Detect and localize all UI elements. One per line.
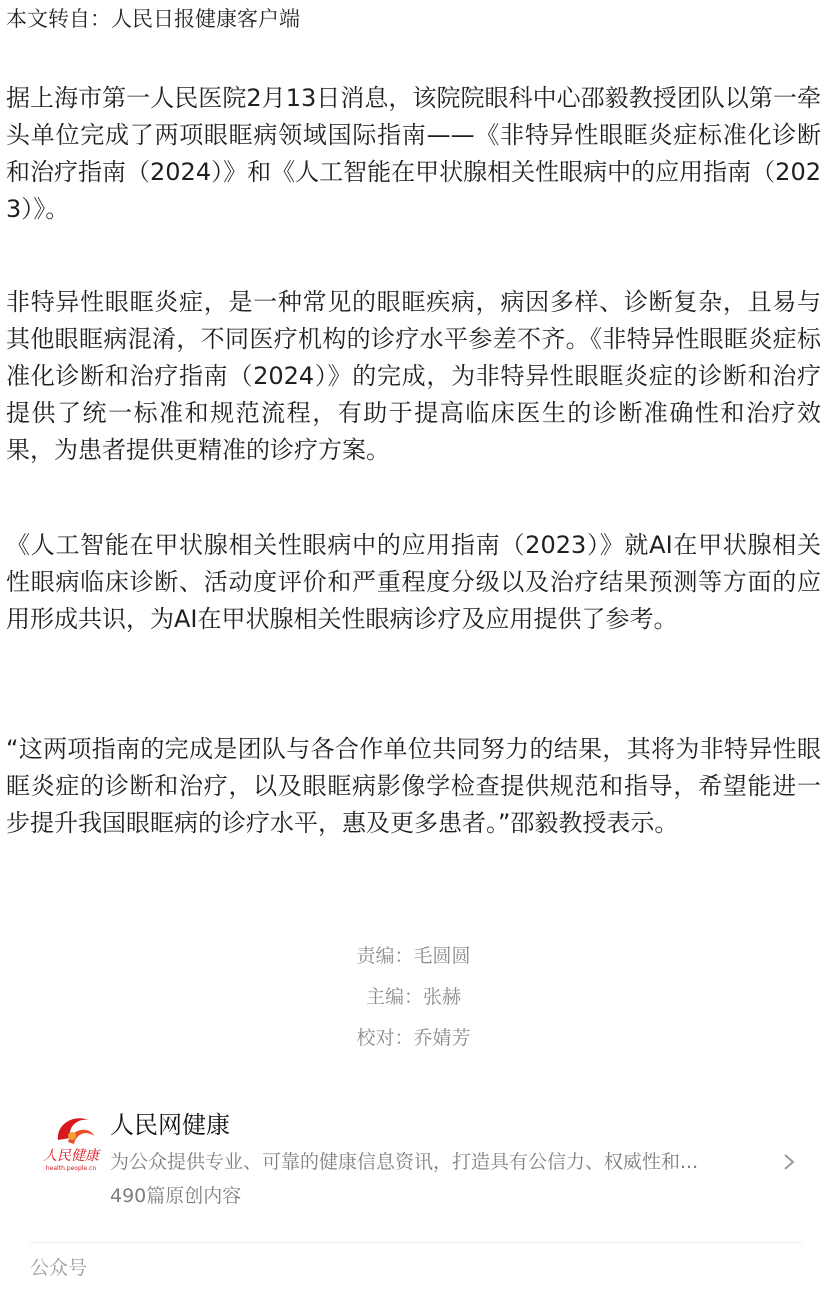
article-paragraph: 非特异性眼眶炎症，是一种常见的眼眶疾病，病因多样、诊断复杂，且易与其他眼眶病混淆，不同医疗机构的诊疗水平参差不齐。《非特异性眼眶炎症标准化诊断和治疗指南（2024）》的完成，为非特异性眼眶炎症的诊断和治疗提供了统一标准和规范流程，有助于提高临床医生的诊断准确性和治疗效果，为患者提供更精准的诊疗方案。 xyxy=(6,288,821,464)
logo-domain: health.people.cn xyxy=(45,1165,97,1172)
official-account-label: 公众号 xyxy=(30,1257,88,1279)
article-paragraph: “这两项指南的完成是团队与各合作单位共同努力的结果，其将为非特异性眼眶炎症的诊断和治疗，以及眼眶病影像学检查提供规范和指导，希望能进一步提升我国眼眶病的诊疗水平，惠及更多患者。”邵毅教授表示。 xyxy=(6,735,821,837)
account-name: 人民网健康 xyxy=(110,1111,230,1139)
logo-text: 人民健康 xyxy=(43,1148,99,1164)
article-paragraph: 《人工智能在甲状腺相关性眼病中的应用指南（2023）》就AI在甲状腺相关性眼病临床诊断、活动度评价和严重程度分级以及治疗结果预测等方面的应用形成共识，为AI在甲状腺相关性眼病诊疗及应用提供了参考。 xyxy=(6,531,821,633)
article-credits xyxy=(0,936,827,1059)
official-account-card[interactable] xyxy=(30,1102,802,1222)
editor-credit: 责编：毛圆圆 xyxy=(356,945,471,967)
article-paragraph: 据上海市第一人民医院2月13日消息，该院院眼科中心邵毅教授团队以第一牵头单位完成了两项眼眶病领域国际指南——《非特异性眼眶炎症标准化诊断和治疗指南（2024）》和《人工智能在甲状腺相关性眼病中的应用指南（2023）》。 xyxy=(6,84,821,223)
proofreader-credit: 校对：乔婧芳 xyxy=(356,1027,471,1049)
article-source: 本文转自：人民日报健康客户端 xyxy=(6,7,300,31)
chief-editor-credit: 主编：张赫 xyxy=(365,986,461,1008)
people-health-logo-icon xyxy=(38,1110,104,1174)
chevron-right-icon xyxy=(782,1150,796,1174)
account-description: 为公众提供专业、可靠的健康信息资讯，打造具有公信力、权威性和... xyxy=(110,1151,699,1173)
account-article-count: 490篇原创内容 xyxy=(110,1185,242,1207)
divider xyxy=(30,1242,802,1243)
